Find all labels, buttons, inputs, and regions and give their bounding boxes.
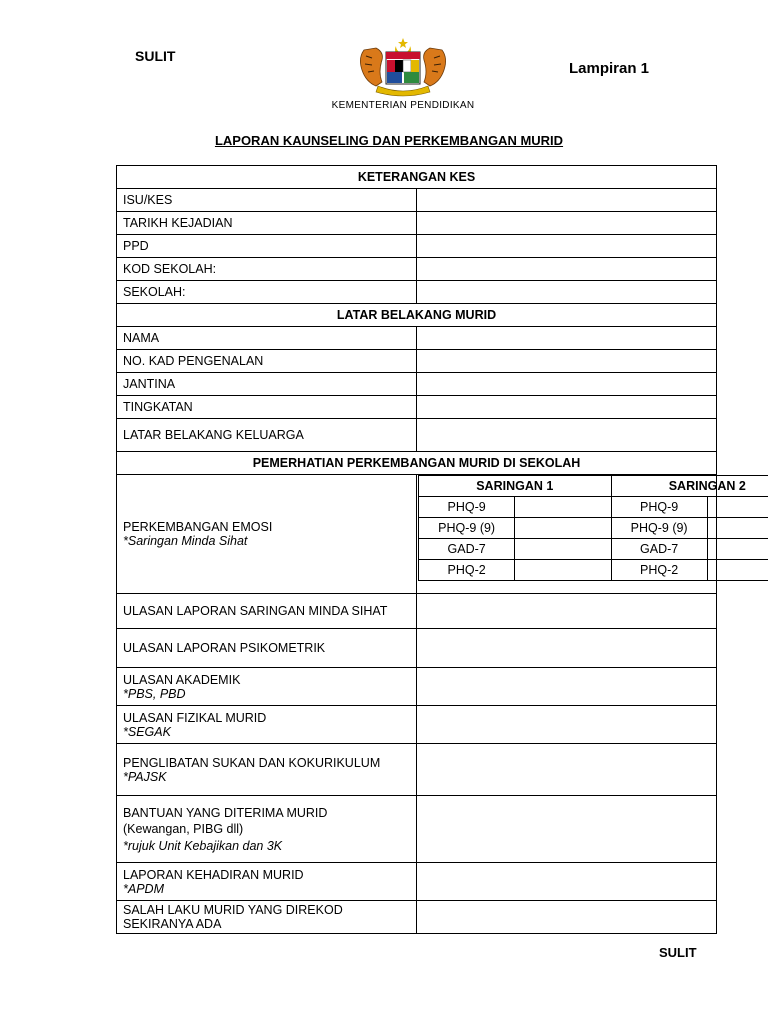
field-input-nama[interactable] — [417, 327, 717, 350]
field-input-laporan-kehadiran[interactable] — [417, 863, 717, 901]
field-label-kod-sekolah: KOD SEKOLAH: — [117, 258, 417, 281]
laporan-kehadiran-label: LAPORAN KEHADIRAN MURID — [123, 867, 304, 882]
saringan-1-test-label: PHQ-2 — [419, 560, 515, 581]
saringan-2-heading: SARINGAN 2 — [611, 476, 768, 497]
sulit-top-label: SULIT — [135, 48, 176, 64]
bantuan-label: BANTUAN YANG DITERIMA MURID — [123, 805, 328, 820]
saringan-1-test-label: GAD-7 — [419, 539, 515, 560]
malaysia-coat-of-arms-icon — [356, 36, 450, 98]
field-label-no-kad-pengenalan: NO. KAD PENGENALAN — [117, 350, 417, 373]
ulasan-fizikal-note: *SEGAK — [123, 724, 171, 739]
emosi-note: *Saringan Minda Sihat — [123, 534, 248, 548]
saringan-1-score-input[interactable] — [515, 539, 611, 560]
saringan-2-test-label: PHQ-9 (9) — [611, 518, 707, 539]
field-label-isu-kes: ISU/KES — [117, 189, 417, 212]
field-label-penglibatan-sukan — [117, 744, 417, 796]
field-label-nama: NAMA — [117, 327, 417, 350]
saringan-2-score-input[interactable] — [707, 518, 768, 539]
field-label-laporan-kehadiran — [117, 863, 417, 901]
field-label-perkembangan-emosi — [117, 475, 417, 594]
field-input-ulasan-psikometrik[interactable] — [417, 629, 717, 668]
ulasan-fizikal-label: ULASAN FIZIKAL MURID — [123, 710, 267, 725]
field-label-ppd: PPD — [117, 235, 417, 258]
field-label-sekolah: SEKOLAH: — [117, 281, 417, 304]
field-input-ulasan-minda-sihat[interactable] — [417, 594, 717, 629]
saringan-table — [418, 475, 768, 581]
field-label-ulasan-akademik — [117, 668, 417, 706]
field-input-bantuan[interactable] — [417, 796, 717, 863]
form-title: LAPORAN KAUNSELING DAN PERKEMBANGAN MURID — [214, 133, 564, 148]
field-label-salah-laku: SALAH LAKU MURID YANG DIREKOD SEKIRANYA ADA — [117, 901, 417, 934]
field-input-sekolah[interactable] — [417, 281, 717, 304]
field-input-no-kad-pengenalan[interactable] — [417, 350, 717, 373]
penglibatan-sukan-label: PENGLIBATAN SUKAN DAN KOKURIKULUM — [123, 755, 381, 770]
laporan-kehadiran-note: *APDM — [123, 881, 164, 896]
field-label-ulasan-minda-sihat: ULASAN LAPORAN SARINGAN MINDA SIHAT — [117, 594, 417, 629]
ulasan-akademik-label: ULASAN AKADEMIK — [123, 672, 241, 687]
emosi-label: PERKEMBANGAN EMOSI — [123, 520, 273, 534]
saringan-2-score-input[interactable] — [707, 539, 768, 560]
saringan-2-test-label: PHQ-9 — [611, 497, 707, 518]
field-label-latar-belakang-keluarga: LATAR BELAKANG KELUARGA — [117, 419, 417, 452]
field-input-ppd[interactable] — [417, 235, 717, 258]
field-input-isu-kes[interactable] — [417, 189, 717, 212]
saringan-1-test-label: PHQ-9 — [419, 497, 515, 518]
saringan-1-score-input[interactable] — [515, 497, 611, 518]
saringan-2-test-label: GAD-7 — [611, 539, 707, 560]
field-input-tarikh-kejadian[interactable] — [417, 212, 717, 235]
saringan-1-test-label: PHQ-9 (9) — [419, 518, 515, 539]
ministry-name: KEMENTERIAN PENDIDIKAN — [331, 100, 475, 111]
field-input-salah-laku[interactable] — [417, 901, 717, 934]
bantuan-note: *rujuk Unit Kebajikan dan 3K — [123, 838, 283, 853]
field-label-jantina: JANTINA — [117, 373, 417, 396]
field-input-ulasan-akademik[interactable] — [417, 668, 717, 706]
field-label-ulasan-psikometrik: ULASAN LAPORAN PSIKOMETRIK — [117, 629, 417, 668]
bantuan-sub: (Kewangan, PIBG dll) — [123, 821, 244, 836]
field-input-tingkatan[interactable] — [417, 396, 717, 419]
field-input-penglibatan-sukan[interactable] — [417, 744, 717, 796]
field-input-ulasan-fizikal[interactable] — [417, 706, 717, 744]
sulit-bottom-label: SULIT — [659, 945, 697, 960]
field-label-tarikh-kejadian: TARIKH KEJADIAN — [117, 212, 417, 235]
report-form-table — [116, 165, 746, 934]
section-heading-keterangan-kes: KETERANGAN KES — [117, 166, 717, 189]
section-heading-latar-belakang: LATAR BELAKANG MURID — [117, 304, 717, 327]
penglibatan-sukan-note: *PAJSK — [123, 769, 167, 784]
saringan-cell — [417, 475, 746, 594]
saringan-2-score-input[interactable] — [707, 497, 768, 518]
field-input-kod-sekolah[interactable] — [417, 258, 717, 281]
saringan-1-score-input[interactable] — [515, 518, 611, 539]
section-heading-pemerhatian: PEMERHATIAN PERKEMBANGAN MURID DI SEKOLAH — [117, 452, 717, 475]
ulasan-akademik-note: *PBS, PBD — [123, 686, 186, 701]
saringan-2-score-input[interactable] — [707, 560, 768, 581]
field-input-jantina[interactable] — [417, 373, 717, 396]
saringan-2-test-label: PHQ-2 — [611, 560, 707, 581]
field-label-bantuan — [117, 796, 417, 863]
field-input-latar-belakang-keluarga[interactable] — [417, 419, 717, 452]
field-label-tingkatan: TINGKATAN — [117, 396, 417, 419]
saringan-1-heading: SARINGAN 1 — [419, 476, 612, 497]
lampiran-label: Lampiran 1 — [569, 60, 650, 77]
saringan-1-score-input[interactable] — [515, 560, 611, 581]
field-label-ulasan-fizikal — [117, 706, 417, 744]
